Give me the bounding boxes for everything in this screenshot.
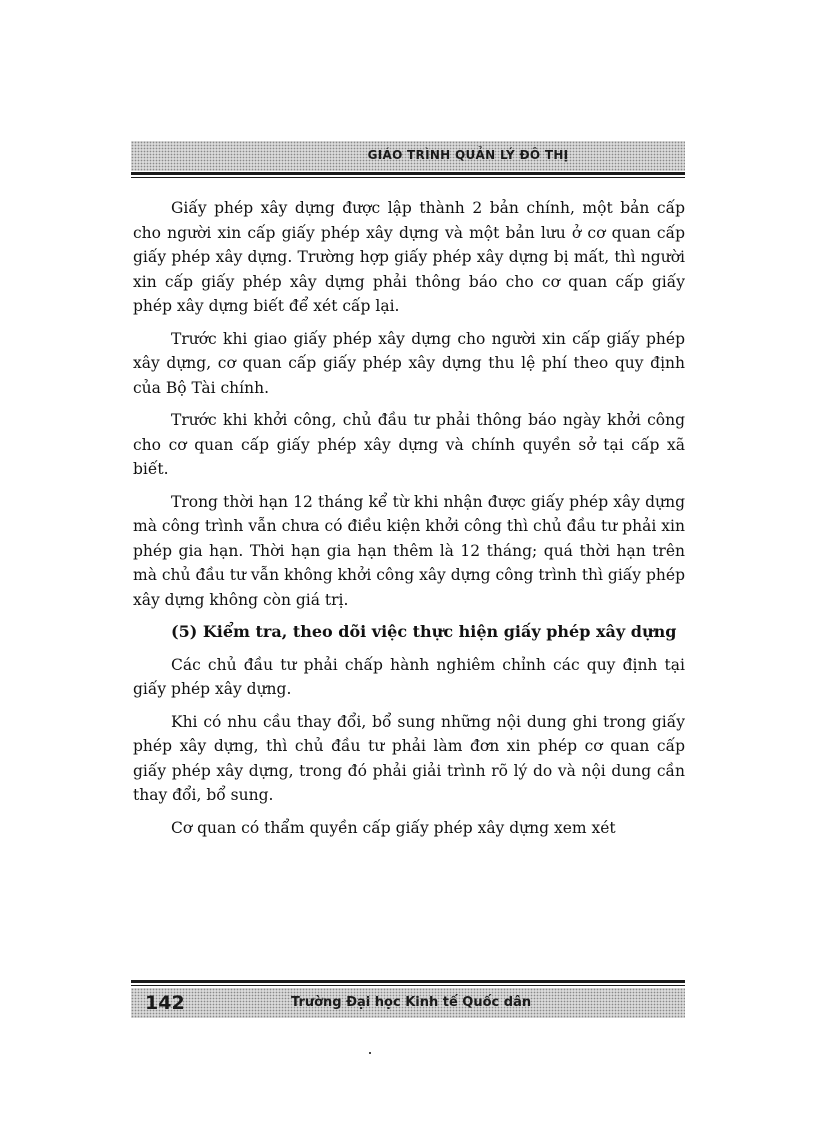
paragraph: Trước khi giao giấy phép xây dựng cho người xin cấp giấy phép xây dựng, cơ quan cấp giấy phép xây dựng thu lệ phí theo quy định của Bộ Tài chính. bbox=[133, 329, 685, 397]
section-heading: (5) Kiểm tra, theo dõi việc thực hiện giấy phép xây dựng bbox=[171, 622, 677, 641]
running-header bbox=[131, 141, 685, 171]
paragraph: Giấy phép xây dựng được lập thành 2 bản chính, một bản cấp cho người xin cấp giấy phép xây dựng và một bản lưu ở cơ quan cấp giấy phép xây dựng. Trường hợp giấy phép xây dựng bị mất, thì người xin cấp giấy phép xây dựng phải thông báo cho cơ quan cấp giấy phép xây dựng biết để xét cấp lại. bbox=[133, 199, 685, 315]
publisher-name: Trường Đại học Kinh tế Quốc dân bbox=[291, 995, 532, 1010]
paragraph: Khi có nhu cầu thay đổi, bổ sung những nội dung ghi trong giấy phép xây dựng, thì chủ đầu tư phải làm đơn xin phép cơ quan cấp giấy phép xây dựng, trong đó phải giải trình rõ lý do và nội dung cần thay đổi, bổ sung. bbox=[133, 712, 685, 804]
paragraph: Các chủ đầu tư phải chấp hành nghiêm chỉnh các quy định tại giấy phép xây dựng. bbox=[133, 655, 685, 698]
page-body bbox=[133, 196, 685, 848]
paragraph: Cơ quan có thẩm quyền cấp giấy phép xây dựng xem xét bbox=[171, 818, 616, 837]
running-header-title: GIÁO TRÌNH QUẢN LÝ ĐÔ THỊ bbox=[367, 148, 569, 162]
header-rule-thick bbox=[131, 172, 685, 175]
footer-rule-thin bbox=[131, 985, 685, 986]
scan-speck bbox=[369, 1052, 371, 1054]
running-footer bbox=[131, 988, 685, 1018]
footer-rule-thick bbox=[131, 980, 685, 983]
header-rule-thin bbox=[131, 177, 685, 178]
paragraph: Trước khi khởi công, chủ đầu tư phải thông báo ngày khởi công cho cơ quan cấp giấy phép xây dựng và chính quyền sở tại cấp xã biết. bbox=[133, 411, 685, 478]
paragraph: Trong thời hạn 12 tháng kể từ khi nhận được giấy phép xây dựng mà công trình vẫn chưa có điều kiện khởi công thì chủ đầu tư phải xin phép gia hạn. Thời hạn gia hạn thêm là 12 tháng; quá thời hạn trên mà chủ đầu tư vẫn không khởi công xây dựng công trình thì giấy phép xây dựng không còn giá trị. bbox=[133, 492, 685, 609]
page-number: 142 bbox=[145, 992, 185, 1014]
